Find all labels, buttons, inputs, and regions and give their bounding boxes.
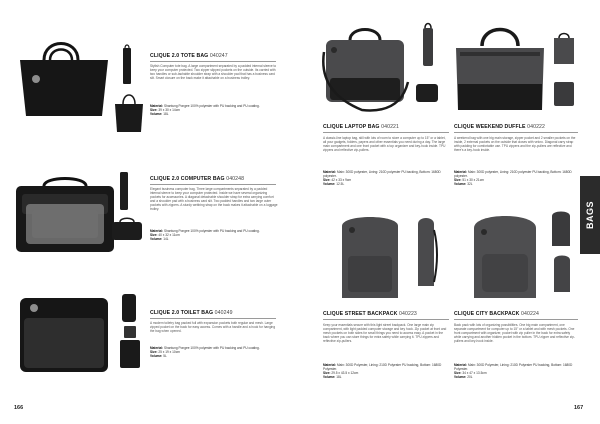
city-backpack-side-image [548, 208, 574, 248]
duffle-bag-image [452, 14, 548, 112]
toilet-bag-image [18, 296, 110, 376]
bags-section-label: BAGS [585, 200, 595, 230]
duffle-bag-open-image [552, 76, 576, 108]
duffle-bag-side-image [552, 30, 576, 66]
laptop-description: A classic-line laptop bag, still with lots of room to store a computer up to 15" or a tablet, all your gadgets, folders, papers and other essentials you need during a day. The large main compartment and one front pocket with a top organizer and key-hook inside. TPU zippers and reflective zip-pullers. [323, 136, 446, 153]
bags-section-tab [580, 176, 600, 254]
laptop-title-rule [323, 132, 449, 133]
laptop-bag-side-image [418, 22, 438, 68]
toilet-title-rule [150, 318, 276, 319]
page-number-right: 167 [574, 405, 584, 411]
laptop-bag-image [322, 22, 410, 114]
computer-title-rule [150, 184, 276, 185]
computer-bag-side-image [116, 170, 132, 212]
laptop-bag-back-image [415, 80, 439, 104]
page-number-left: 166 [14, 405, 24, 411]
computer-specs: Material: Shantung Pongee 100% polyester with PU backing and PU coating. Size: 40 x 32 x 11cm Volume: 14L [150, 229, 260, 242]
street-backpack-side-image [414, 214, 438, 294]
computer-description: Elegant business computer bag. Three large compartments separated by a padded internal sleeve to keep your computer protected. Inside we have several organizing pockets for accessories. A diagonal detachable shoulder strap for extra carrying comfort and a shoulder pad with a business card slit. Two padded handles and two large outer pockets with zippers. A sturdy webbing strap on the back makes it attachable on a luggage trolley. [150, 187, 278, 212]
tote-description: Stylish Computer tote bag. A large compartment separated by a padded internal sleeve to keep your computer protected. Two zipper slipped pockets on the outside. Its carried with two handles or sub-tachable shoulder strap with a shoulder pad that has a business card slit. Smart closure on the back make it attachable on a business trolley. [150, 64, 277, 81]
computer-title: CLIQUE 2.0 COMPUTER BAG 040248 [150, 176, 245, 182]
duffle-description: A weekend bag with one big main storage, zipper pocket and 2 smaller pockets on the inside, 2 external pockets on the outside that closes with velcro. Diagonal carry strap with padding for comfortable use. TPU zippers and the zip-pullers are reflective and there's a key-hook inside. [454, 136, 576, 153]
street-specs: Material: Main: 300D Polyester, Lining: 210D Polyester PU backing, Bottom: 1680D Polyester. Size: 29.5 x 43.5 x 12cm Volume: 18L [323, 363, 442, 380]
street-title-rule [323, 319, 449, 320]
tote-bag-image [16, 36, 112, 121]
street-title: CLIQUE STREET BACKPACK 040223 [323, 311, 417, 317]
toilet-description: A modern toiletry bag packed full with expansion pockets both regular and mesh. Large zipped pocket on the back for easy access. Comes with a handle and a hook for hanging the bag when opened. [150, 321, 276, 334]
city-backpack-image [470, 210, 540, 302]
city-specs: Material: Main: 300D Polyester, Lining: 210D Polyester PU backing, Bottom: 1680D Polyester. Size: 34 x 47 x 13.5cm Volume: 20L [454, 363, 573, 380]
city-backpack-back-image [550, 252, 574, 296]
toilet-specs: Material: Shantung Pongee 100% polyester with PU backing and PU coating. Size: 25 x 19 x 10cm Volume: 5L [150, 346, 260, 359]
tote-bag-back-image [114, 90, 144, 134]
city-description: Back pack with lots of organizing possibilities. One big main compartment, one separate compartment for computer up to 15" or a tablet and with mesh pockets. One front compartment with organizer, pocket with zip puller in the back for extra safety while carrying and another hidden pocket in the bottom. TPU zipper and reflective zip-pullers and key-hook inside. [454, 323, 575, 344]
tote-title-rule [150, 61, 276, 62]
laptop-specs: Material: Main: 300D polyester, Lining: 210D polyester PU backing, Bottom: 1680D polyester. Size: 42 x 33 x 9cm Volume: 12.5L [323, 170, 441, 187]
toilet-bag-open-image [118, 292, 142, 370]
computer-bag-image [14, 176, 116, 256]
duffle-specs: Material: Main: 300D polyester, Lining: 210D polyester PU backing, Bottom: 1680D polyester. Size: 51 x 30 x 21cm Volume: 32L [454, 170, 572, 187]
city-title: CLIQUE CITY BACKPACK 040224 [454, 311, 539, 317]
tote-specs: Material: Shantung Pongee 100% polyester with PU backing and PU coating. Size: 39 x 30 x 14cm Volume: 18L [150, 104, 260, 117]
computer-bag-pouch-image [110, 216, 144, 242]
duffle-title-rule [454, 132, 578, 133]
street-backpack-image [338, 210, 402, 302]
toilet-title: CLIQUE 2.0 TOILET BAG 040249 [150, 310, 233, 316]
city-title-rule [454, 319, 578, 320]
street-description: Keep your essentials secure with this light street backpack. One large main zip compartment, with light padded computer storage and key hook. Zip pocket at front and mesh pockets on both sides for small things you need to access easy. A pocket in the back where you can store things for extra safety while carrying it. TPU zippers and reflective zip-pullers. [323, 323, 447, 344]
tote-title: CLIQUE 2.0 TOTE BAG 040247 [150, 53, 228, 59]
duffle-title: CLIQUE WEEKEND DUFFLE 040222 [454, 124, 546, 130]
laptop-title: CLIQUE LAPTOP BAG 040221 [323, 124, 400, 130]
tote-bag-side-image [120, 44, 134, 86]
